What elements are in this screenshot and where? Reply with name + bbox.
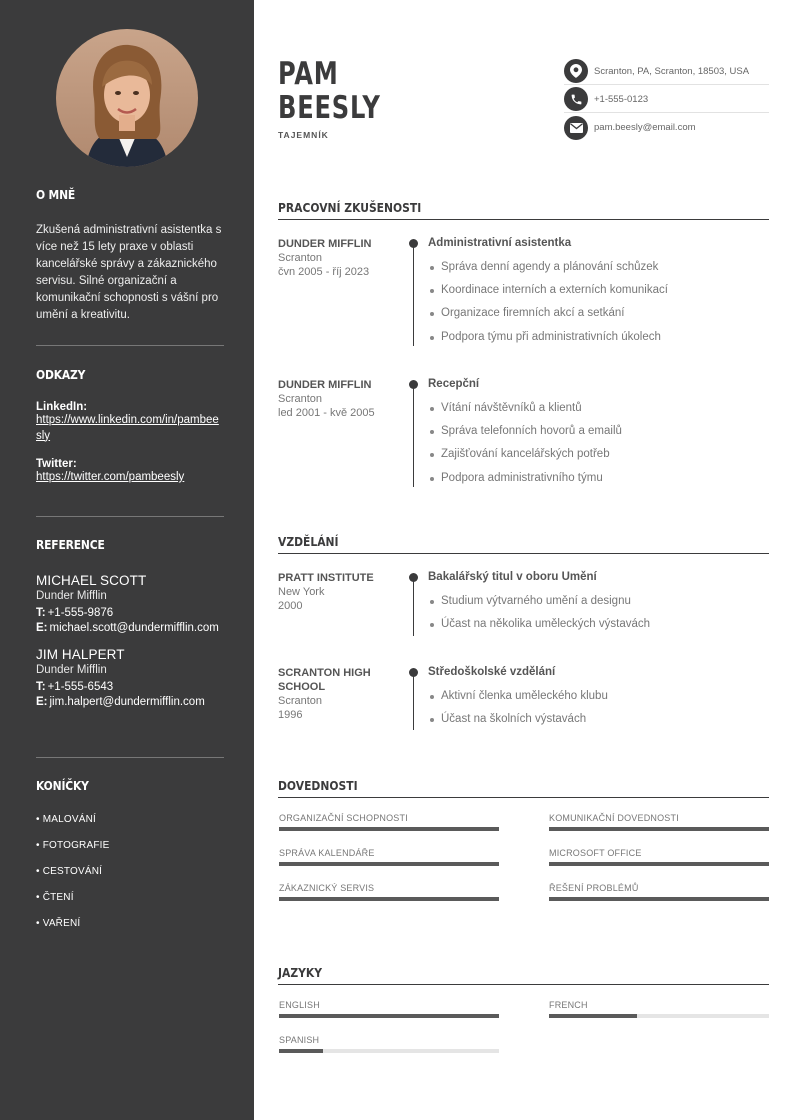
timeline-line bbox=[413, 384, 414, 487]
education-list bbox=[428, 590, 650, 636]
divider bbox=[36, 345, 224, 346]
avatar bbox=[56, 29, 198, 167]
job-dates: čvn 2005 - říj 2023 bbox=[278, 266, 370, 278]
timeline-line bbox=[413, 672, 414, 730]
language-fill bbox=[549, 1014, 637, 1018]
experience-meta bbox=[278, 237, 398, 279]
skill-bar bbox=[549, 897, 769, 901]
skill-fill bbox=[549, 897, 769, 901]
skill-bar bbox=[549, 862, 769, 866]
skill-fill bbox=[549, 827, 769, 831]
linkedin-link[interactable]: https://www.linkedin.com/in/pambeesly bbox=[36, 414, 219, 442]
languages-heading: JAZYKY bbox=[278, 965, 769, 985]
timeline-dot bbox=[409, 668, 418, 677]
timeline-line bbox=[413, 577, 414, 636]
language-bar bbox=[549, 1014, 769, 1018]
list-item: Správa telefonních hovorů a emailů bbox=[428, 420, 622, 443]
timeline-dot bbox=[409, 380, 418, 389]
school-year: 2000 bbox=[278, 600, 303, 612]
skill-bar bbox=[279, 862, 499, 866]
language-bar bbox=[279, 1014, 499, 1018]
about-section bbox=[36, 187, 224, 324]
skill-item bbox=[549, 848, 769, 866]
list-item: Podpora týmu při administrativních úkolech bbox=[428, 326, 668, 349]
skill-bar bbox=[549, 827, 769, 831]
phone-text: +1-555-0123 bbox=[594, 93, 649, 105]
job-dates: led 2001 - kvě 2005 bbox=[278, 407, 375, 419]
language-label: ENGLISH bbox=[279, 1000, 320, 1010]
education-heading: VZDĚLÁNÍ bbox=[278, 534, 769, 554]
hobby-item: • CESTOVÁNÍ bbox=[36, 866, 103, 877]
skill-bar bbox=[279, 827, 499, 831]
list-item: Podpora administrativního týmu bbox=[428, 467, 622, 490]
skill-label: KOMUNIKAČNÍ DOVEDNOSTI bbox=[549, 813, 679, 823]
email-label: E: bbox=[36, 622, 48, 634]
timeline-dot bbox=[409, 573, 418, 582]
email-text[interactable]: pam.beesly@email.com bbox=[594, 122, 696, 133]
list-item: Koordinace interních a externích komunikací bbox=[428, 279, 668, 302]
education-meta bbox=[278, 666, 388, 722]
education-list bbox=[428, 685, 608, 731]
skill-label: ORGANIZAČNÍ SCHOPNOSTI bbox=[279, 813, 408, 823]
language-item bbox=[279, 1000, 499, 1018]
first-name: PAM bbox=[278, 56, 339, 92]
skill-item bbox=[549, 813, 769, 831]
divider bbox=[36, 757, 224, 758]
education-meta bbox=[278, 571, 398, 613]
contact-email bbox=[564, 114, 769, 141]
skill-label: MICROSOFT OFFICE bbox=[549, 848, 642, 858]
language-fill bbox=[279, 1014, 499, 1018]
phone-label: T: bbox=[36, 607, 46, 619]
list-item: Účast na školních výstavách bbox=[428, 708, 608, 731]
reference-phone: +1-555-9876 bbox=[47, 607, 114, 619]
location-pin-icon bbox=[564, 59, 588, 83]
about-text: Zkušená administrativní asistentka s více než 15 lety praxe v oblasti kancelářské správy a zákaznického servisu. Silné organizační a komunikační schopnosti s vášní pro umění a kreativitu. bbox=[36, 224, 222, 321]
hobby-item: • MALOVÁNÍ bbox=[36, 814, 96, 825]
list-item: Aktivní členka uměleckého klubu bbox=[428, 685, 608, 708]
contact-address bbox=[564, 58, 769, 85]
company-location: Scranton bbox=[278, 252, 323, 264]
company-name: DUNDER MIFFLIN bbox=[278, 238, 372, 250]
links-heading: ODKAZY bbox=[36, 367, 86, 382]
duties-list bbox=[428, 256, 668, 349]
skill-label: ŘEŠENÍ PROBLÉMŮ bbox=[549, 883, 639, 893]
skill-label: SPRÁVA KALENDÁŘE bbox=[279, 848, 375, 858]
degree-title: Bakalářský titul v oboru Umění bbox=[428, 571, 597, 583]
skill-bar bbox=[279, 897, 499, 901]
timeline-dot bbox=[409, 239, 418, 248]
twitter-link[interactable]: https://twitter.com/pambeesly bbox=[36, 471, 185, 483]
school-location: New York bbox=[278, 586, 325, 598]
twitter-label: Twitter: bbox=[36, 458, 77, 470]
last-name: BEESLY bbox=[278, 90, 381, 126]
email-label: E: bbox=[36, 696, 48, 708]
reference-item bbox=[36, 647, 224, 710]
position-title: Recepční bbox=[428, 378, 480, 390]
hobbies-section bbox=[36, 778, 224, 938]
skill-fill bbox=[279, 862, 499, 866]
company-name: DUNDER MIFFLIN bbox=[278, 379, 372, 391]
experience-heading: PRACOVNÍ ZKUŠENOSTI bbox=[278, 200, 769, 220]
language-label: FRENCH bbox=[549, 1000, 588, 1010]
email-icon bbox=[564, 116, 588, 140]
company-location: Scranton bbox=[278, 393, 323, 405]
school-name: SCRANTON HIGH SCHOOL bbox=[278, 667, 371, 693]
hobbies-heading: KONÍČKY bbox=[36, 778, 89, 793]
phone-icon bbox=[564, 87, 588, 111]
reference-company: Dunder Mifflin bbox=[36, 664, 107, 676]
list-item: Účast na několika uměleckých výstavách bbox=[428, 613, 650, 636]
reference-company: Dunder Mifflin bbox=[36, 590, 107, 602]
reference-name: JIM HALPERT bbox=[36, 647, 125, 662]
linkedin-label: LinkedIn: bbox=[36, 401, 88, 413]
reference-name: MICHAEL SCOTT bbox=[36, 573, 147, 588]
reference-phone: +1-555-6543 bbox=[47, 681, 114, 693]
school-name: PRATT INSTITUTE bbox=[278, 572, 374, 584]
sidebar bbox=[0, 0, 254, 1120]
hobby-item: • ČTENÍ bbox=[36, 892, 74, 903]
degree-title: Středoškolské vzdělání bbox=[428, 666, 556, 678]
school-location: Scranton bbox=[278, 695, 323, 707]
address-text: Scranton, PA, Scranton, 18503, USA bbox=[594, 65, 750, 77]
skill-fill bbox=[279, 827, 499, 831]
language-item bbox=[549, 1000, 769, 1018]
skill-item bbox=[279, 848, 499, 866]
reference-item bbox=[36, 573, 224, 636]
language-bar bbox=[279, 1049, 499, 1053]
list-item: Zajišťování kancelářských potřeb bbox=[428, 443, 622, 466]
position-title: Administrativní asistentka bbox=[428, 237, 572, 249]
skill-item bbox=[279, 883, 499, 901]
list-item: Organizace firemních akcí a setkání bbox=[428, 302, 668, 325]
skill-fill bbox=[279, 897, 499, 901]
skill-item bbox=[279, 813, 499, 831]
contact-phone bbox=[564, 86, 769, 113]
skill-fill bbox=[549, 862, 769, 866]
list-item: Studium výtvarného umění a designu bbox=[428, 590, 650, 613]
profile-photo bbox=[56, 29, 198, 167]
duties-list bbox=[428, 397, 622, 490]
language-fill bbox=[279, 1049, 323, 1053]
list-item: Vítání návštěvníků a klientů bbox=[428, 397, 622, 420]
skills-heading: DOVEDNOSTI bbox=[278, 778, 769, 798]
references-section bbox=[36, 537, 224, 710]
references-heading: REFERENCE bbox=[36, 537, 105, 552]
hobby-item: • VAŘENÍ bbox=[36, 918, 81, 929]
about-heading: O MNĚ bbox=[36, 187, 76, 202]
timeline-line bbox=[413, 243, 414, 346]
skill-item bbox=[549, 883, 769, 901]
reference-email: jim.halpert@dundermifflin.com bbox=[49, 696, 205, 708]
job-title: TAJEMNÍK bbox=[278, 130, 329, 140]
divider bbox=[36, 516, 224, 517]
phone-label: T: bbox=[36, 681, 46, 693]
hobby-item: • FOTOGRAFIE bbox=[36, 840, 110, 851]
language-item bbox=[279, 1035, 499, 1053]
language-label: SPANISH bbox=[279, 1035, 320, 1045]
links-section bbox=[36, 367, 224, 486]
school-year: 1996 bbox=[278, 709, 303, 721]
skill-label: ZÁKAZNICKÝ SERVIS bbox=[279, 883, 375, 893]
list-item: Správa denní agendy a plánování schůzek bbox=[428, 256, 668, 279]
reference-email: michael.scott@dundermifflin.com bbox=[49, 622, 219, 634]
experience-meta bbox=[278, 378, 398, 420]
